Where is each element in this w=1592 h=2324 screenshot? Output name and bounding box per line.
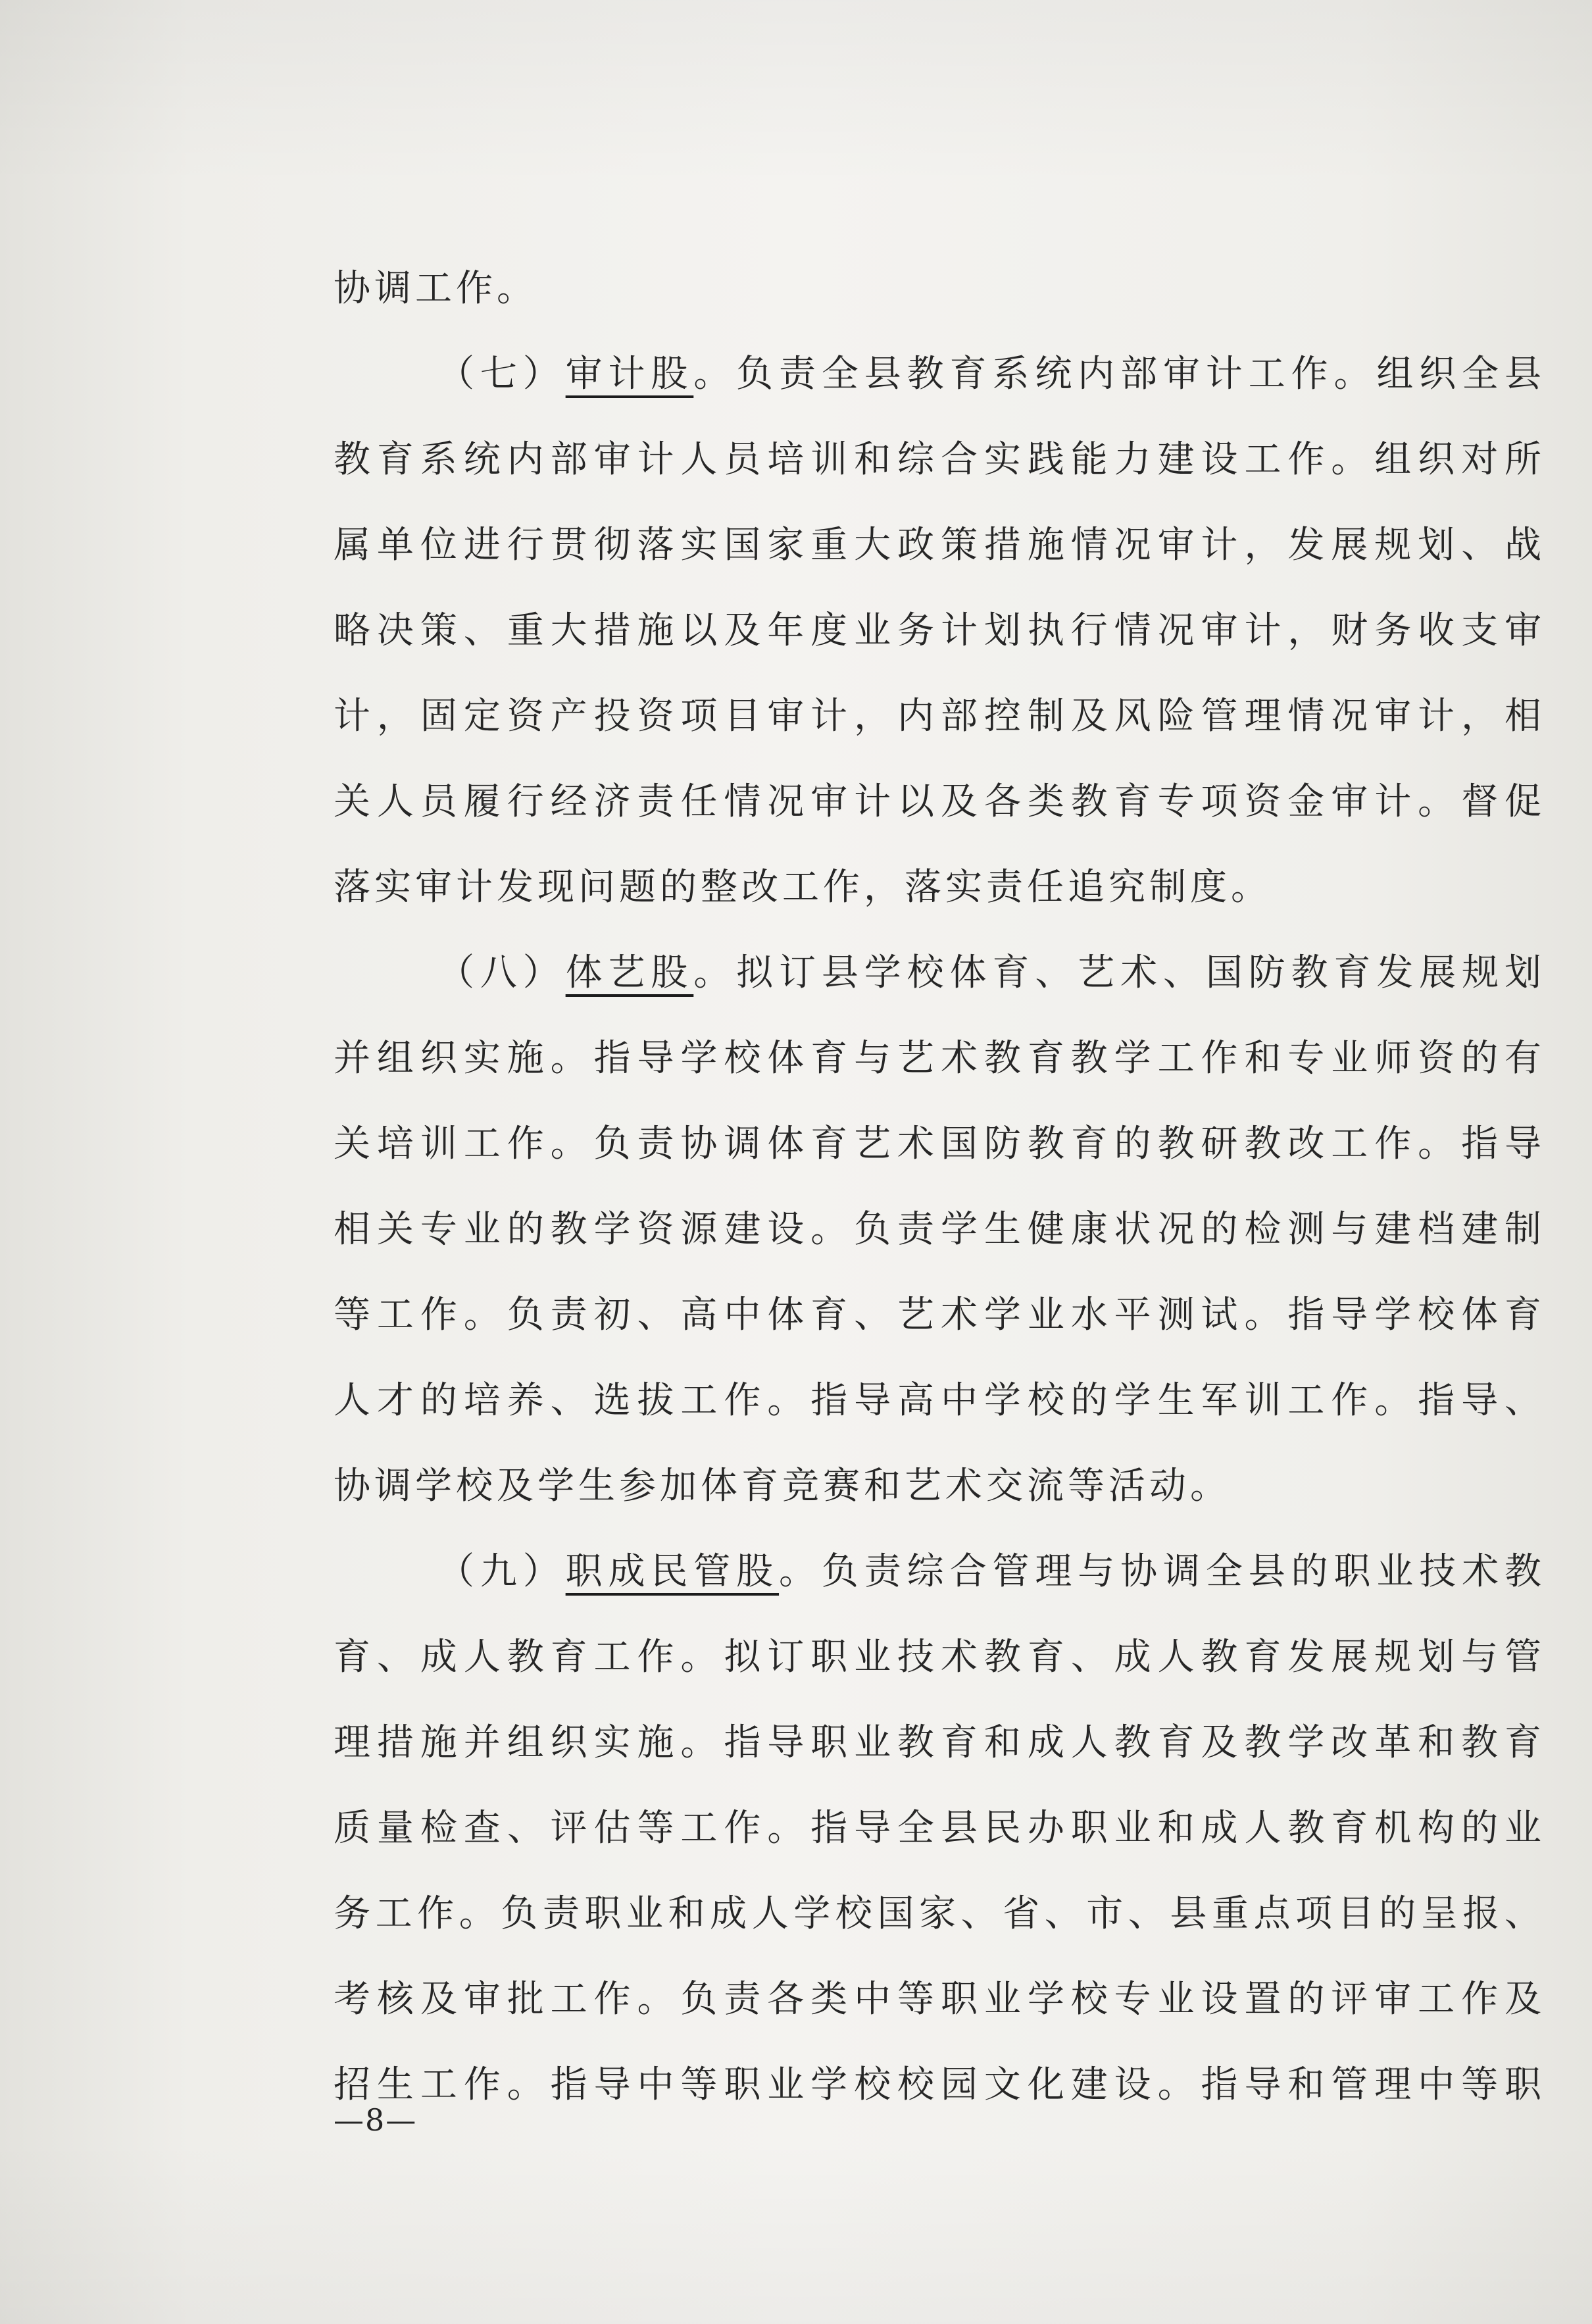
section-heading-term: 职成民管股 <box>565 1550 780 1593</box>
document-body <box>334 246 1541 2128</box>
text-line: 关人员履行经济责任情况审计以及各类教育专项资金审计。督促 <box>334 780 1541 823</box>
section-heading-line <box>437 930 1541 1016</box>
text-line: 计，固定资产投资项目审计，内部控制及风险管理情况审计，相 <box>334 695 1541 738</box>
section-heading-text: 。负责综合管理与协调全县的职业技术教 <box>779 1550 1541 1593</box>
text-line: 育、成人教育工作。拟订职业技术教育、成人教育发展规划与管 <box>334 1636 1541 1679</box>
section-heading-term: 审计股 <box>565 353 694 395</box>
text-line: 并组织实施。指导学校体育与艺术教育教学工作和专业师资的有 <box>334 1037 1541 1080</box>
text-line: 略决策、重大措施以及年度业务计划执行情况审计，财务收支审 <box>334 609 1541 652</box>
text-line: 人才的培养、选拔工作。指导高中学校的学生军训工作。指导、 <box>334 1379 1541 1422</box>
section-heading-text: 。拟订县学校体育、艺术、国防教育发展规划 <box>693 951 1541 994</box>
text-line: 教育系统内部审计人员培训和综合实践能力建设工作。组织对所 <box>334 438 1541 481</box>
text-line: 务工作。负责职业和成人学校国家、省、市、县重点项目的呈报、 <box>334 1892 1541 1935</box>
text-line: 考核及审批工作。负责各类中等职业学校专业设置的评审工作及 <box>334 1978 1541 2021</box>
text-line: 等工作。负责初、高中体育、艺术学业水平测试。指导学校体育 <box>334 1294 1541 1336</box>
text-line: 相关专业的教学资源建设。负责学生健康状况的检测与建档建制 <box>334 1208 1541 1251</box>
page-number: —8— <box>334 2102 418 2138</box>
section-heading-text: 。负责全县教育系统内部审计工作。组织全县 <box>693 353 1541 395</box>
text-line: 落实审计发现问题的整改工作，落实责任追究制度。 <box>334 866 1272 909</box>
text-line: 协调学校及学生参加体育竞赛和艺术交流等活动。 <box>334 1465 1231 1507</box>
section-heading-line <box>437 1529 1541 1615</box>
text-line: 属单位进行贯彻落实国家重大政策措施情况审计，发展规划、战 <box>334 524 1541 567</box>
text-line: 质量检查、评估等工作。指导全县民办职业和成人教育机构的业 <box>334 1807 1541 1850</box>
text-line: 招生工作。指导中等职业学校校园文化建设。指导和管理中等职 <box>334 2063 1541 2106</box>
section-number: （八） <box>437 951 566 994</box>
text-line: 理措施并组织实施。指导职业教育和成人教育及教学改革和教育 <box>334 1721 1541 1764</box>
section-number: （七） <box>437 353 566 395</box>
section-number: （九） <box>437 1550 566 1593</box>
text-line: 关培训工作。负责协调体育艺术国防教育的教研教改工作。指导 <box>334 1123 1541 1165</box>
section-heading-line <box>437 332 1541 417</box>
section-heading-term: 体艺股 <box>565 951 694 994</box>
text-line: 协调工作。 <box>334 267 537 310</box>
